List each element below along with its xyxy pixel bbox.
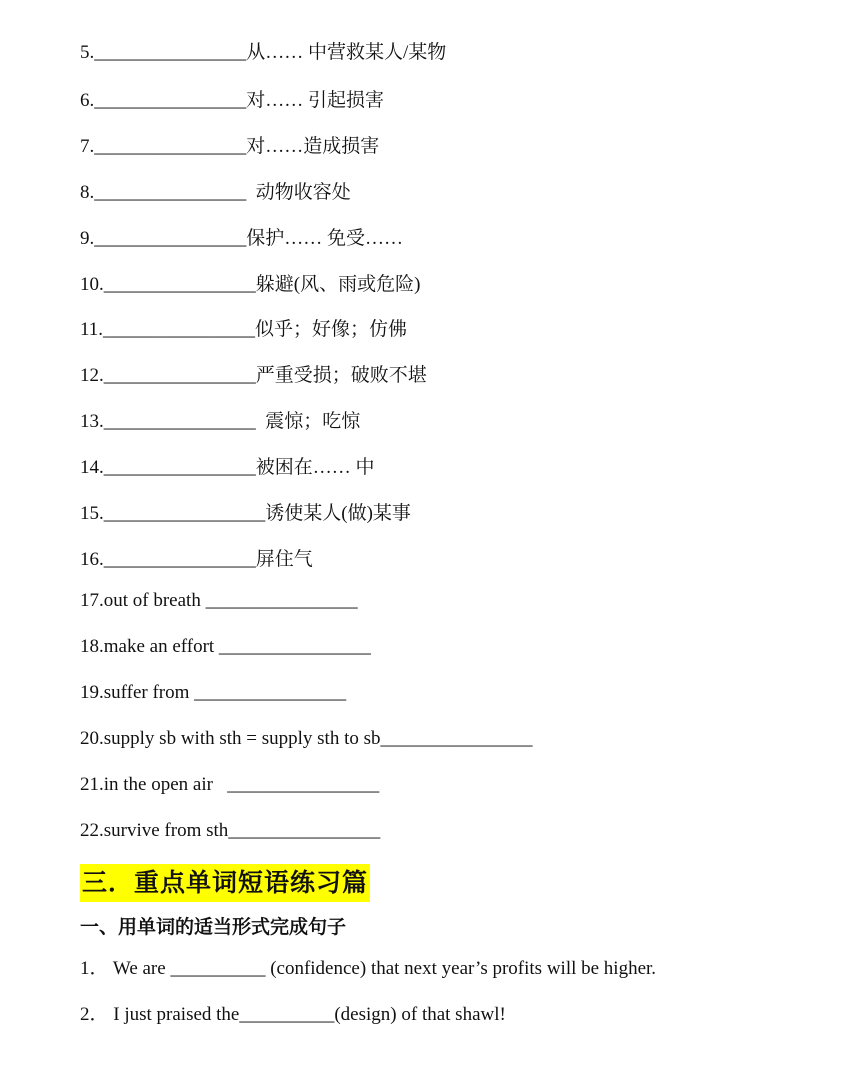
vocab-item-6: 6.________________对…… 引起损害	[80, 90, 385, 111]
vocab-item-12: 12.________________严重受损；破败不堪	[80, 365, 427, 386]
vocab-item-7: 7.________________对……造成损害	[80, 136, 380, 157]
section-title: 三．重点单词短语练习篇	[80, 864, 370, 902]
vocab-item-13: 13.________________ 震惊；吃惊	[80, 411, 361, 432]
vocab-item-5: 5.________________从…… 中营救某人/某物	[80, 42, 447, 63]
phrase-item-22: 22.survive from sth________________	[80, 820, 381, 841]
vocab-item-16: 16.________________屏住气	[80, 549, 313, 570]
vocab-item-15: 15._________________诱使某人(做)某事	[80, 503, 411, 524]
phrase-item-18: 18.make an effort ________________	[80, 636, 371, 657]
vocab-item-11: 11.________________似乎；好像；仿佛	[80, 319, 408, 340]
vocab-item-8: 8.________________ 动物收容处	[80, 182, 351, 203]
phrase-item-21: 21.in the open air ________________	[80, 774, 380, 795]
vocab-item-9: 9.________________保护…… 免受……	[80, 228, 404, 249]
phrase-item-19: 19.suffer from ________________	[80, 682, 347, 703]
exercise-2: 2． I just praised the__________(design) of that shawl!	[80, 1004, 506, 1025]
subheading: 一、用单词的适当形式完成句子	[80, 916, 347, 938]
phrase-item-17: 17.out of breath ________________	[80, 590, 358, 611]
vocab-item-10: 10.________________躲避(风、雨或危险)	[80, 274, 421, 295]
exercise-1: 1． We are __________ (confidence) that next year’s profits will be higher.	[80, 958, 657, 979]
phrase-item-20: 20.supply sb with sth = supply sth to sb________________	[80, 728, 533, 749]
vocab-item-14: 14.________________被困在…… 中	[80, 457, 375, 478]
